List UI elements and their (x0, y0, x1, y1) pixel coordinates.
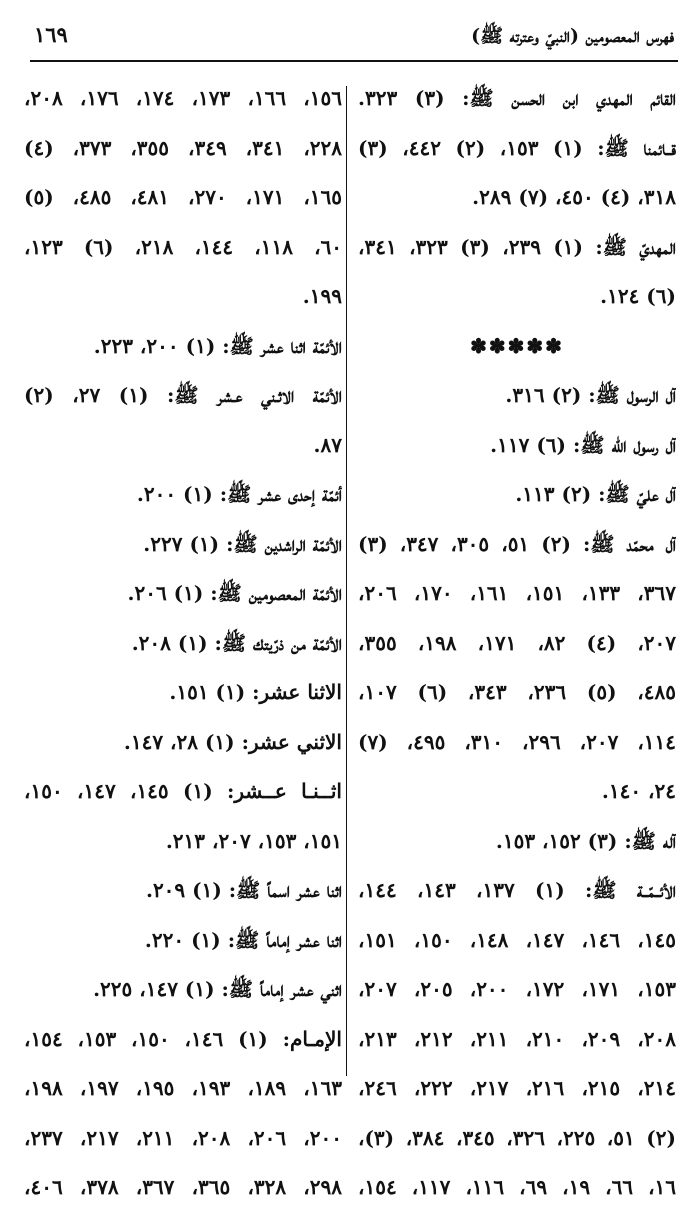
index-entry-line: الأئمّة اثنا عشر ﷺ: (١) ٢٠٠، ٢٢٣. (93, 333, 342, 358)
right-index-column (358, 74, 676, 1213)
index-entry-line: ٢٠٠، ٢٠٦، ٢٠٨، ٢١١، ٢١٧، ٢٣٧، (24, 1125, 342, 1150)
index-entry-line: اثني عشر إماماً ﷺ: (١) ١٤٧، ٢٢٥. (93, 977, 342, 1001)
index-entry-line: ١٩٩. (302, 284, 342, 308)
index-entry-line: الأئمّة من ذرّيتك ﷺ: (١) ٢٠٨. (131, 630, 342, 655)
section-separator: ✽✽✽✽✽ (470, 333, 564, 358)
index-entry-line: ٢٠٨، ٢٠٩، ٢١٠، ٢١١، ٢١٢، ٢١٣، (358, 1026, 676, 1051)
left-index-column (24, 74, 342, 1213)
index-entry-line: ٨٧. (313, 432, 342, 457)
page-number: ١٦٩ (34, 22, 68, 47)
index-entry-line: الاثنا عشر: (١) ١٥١. (169, 680, 342, 704)
index-entry-line: الأئمّة الراشدين ﷺ: (١) ٢٢٧. (143, 531, 342, 556)
index-entry-line: ٢٢٨، ٣٤١، ٣٤٩، ٣٥٥، ٣٧٣، (٤) (24, 135, 342, 160)
index-entry-line: (٢) ٥١، ٢٢٥، ٣٢٦، ٣٤٥، ٣٨٤، (٣)، (358, 1125, 676, 1150)
index-entry-line: اثنا عشر اسماً ﷺ: (١) ٢٠٩. (145, 878, 342, 902)
index-entry-line: المهديّ ﷺ: (١) ٢٣٩، (٣) ٣٢٣، ٣٤١، (358, 234, 676, 259)
index-entry-line: ٣١٨، (٤) ٤٥٠، (٧) ٢٨٩. (472, 185, 676, 209)
index-entry-line: ١٥٣، ١٧١، ١٧٢، ٢٠٠، ٢٠٥، ٢٠٧، (358, 977, 676, 1001)
index-entry-line: (٦) ١٢٤. (600, 284, 676, 308)
index-entry-line: القائم المهدي ابن الحسن ﷺ: (٣) ٣٢٣. (358, 86, 676, 110)
index-entry-line: ١١٤، ٢٠٧، ٢٩٦، ٣١٠، ٤٩٥، (٧) (358, 729, 676, 754)
index-entry-line: أئمّة إحدى عشر ﷺ: (١) ٢٠٠. (136, 482, 342, 506)
index-entry-line: الأئــمّــة ﷺ: (١) ١٣٧، ١٤٣، ١٤٤، (358, 878, 676, 902)
index-entry-line: قــائمنا ﷺ: (١) ١٥٣، (٢) ٤٤٢، (٣) (358, 135, 676, 160)
index-entry-line: ٢٩٨، ٣٢٨، ٣٦٥، ٣٦٧، ٣٧٨، ٤٠٦، (24, 1175, 342, 1199)
index-entry-line: ٤٨٥، (٥) ٢٣٦، ٣٤٣، (٦) ١٠٧، (358, 680, 676, 704)
index-entry-line: اثنا عشر إماماً ﷺ: (١) ٢٢٠. (144, 927, 342, 952)
index-entry-line: ٢٠٧، (٤) ٨٢، ١٧١، ١٩٨، ٣٥٥، (358, 630, 676, 655)
index-entry-line: ١٥١، ١٥٣، ٢٠٧، ٢١٣. (165, 828, 342, 853)
index-entry-line: ١٦، ٦٦، ١٩، ٦٩، ١١٦، ١١٧، ١٥٤، (358, 1175, 676, 1199)
index-entry-line: ١٤٥، ١٤٦، ١٤٧، ١٤٨، ١٥٠، ١٥١، (358, 927, 676, 952)
index-entry-line: آله ﷺ: (٣) ١٥٢، ١٥٣. (495, 828, 676, 853)
index-entry-line: ١٦٥، ١٧١، ٢٧٠، ٤٨١، ٤٨٥، (٥) (24, 185, 342, 209)
index-entry-line: الاثني عشر: (١) ٢٨، ١٤٧. (123, 729, 342, 754)
index-entry-line: ٣٦٧، ١٣٣، ١٥١، ١٦١، ١٧٠، ٢٠٦، (358, 581, 676, 605)
index-entry-line: ٦٠، ١١٨، ١٤٤، ٢١٨، (٦) ١٢٣، (24, 234, 342, 259)
index-entry-line: ١٦٣، ١٨٩، ١٩٣، ١٩٥، ١٩٧، ١٩٨، (24, 1076, 342, 1100)
index-entry-line: ٢١٤، ٢١٥، ٢١٦، ٢١٧، ٢٢٢، ٢٤٦، (358, 1076, 676, 1100)
index-entry-line: آل محمّد ﷺ: (٢) ٥١، ٣٠٥، ٣٤٧، (٣) (358, 531, 676, 556)
index-entry-line: آل رسول الله ﷺ: (٦) ١١٧. (490, 432, 676, 457)
index-entry-line: اثــنـا عــشر: (١) ١٤٥، ١٤٧، ١٥٠، (24, 779, 342, 803)
index-entry-line: آل عليّ ﷺ: (٢) ١١٣. (515, 482, 676, 506)
index-entry-line: الأئمّة الاثـني عـشر ﷺ: (١) ٢٧، (٢) (24, 383, 342, 407)
index-entry-line: ٢٤، ١٤٠. (601, 779, 676, 803)
index-entry-line: آل الرسول ﷺ: (٢) ٣١٦. (505, 383, 676, 407)
column-divider (346, 86, 347, 1076)
index-entry-line: الأئمّة المعصومين ﷺ: (١) ٢٠٦. (127, 581, 342, 605)
index-entry-line: الإمـام: (١) ١٤٦، ١٥٠، ١٥٣، ١٥٤، (24, 1026, 342, 1051)
header-rule (30, 60, 678, 62)
index-entry-line: ١٥٦، ١٦٦، ١٧٣، ١٧٤، ١٧٦، ٢٠٨، (24, 86, 342, 110)
running-header-title: فهرس المعصومين (النبيّ وعترته ﷺ) (471, 25, 674, 47)
